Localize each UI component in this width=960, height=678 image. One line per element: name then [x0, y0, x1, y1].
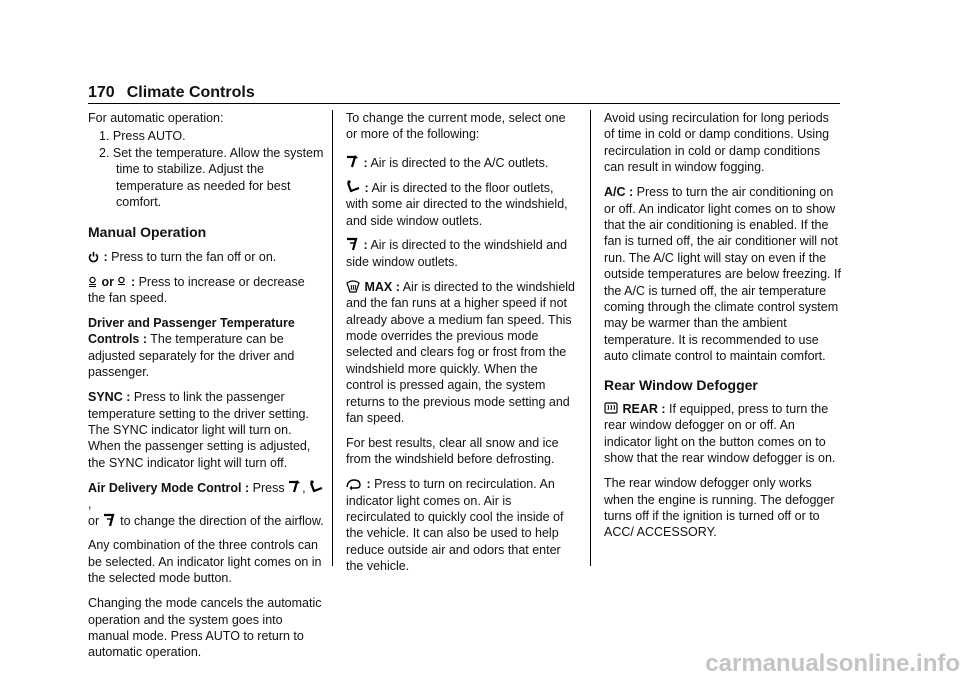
rear-defogger-works-paragraph: The rear window defogger only works when the engine is running. The defogger turns off if the ignition is turned off or to ACC/ ACCESSORY. — [604, 476, 835, 540]
fan-speed-paragraph: or : Press to increase or decrease the fan speed. — [88, 274, 305, 306]
sync-paragraph: SYNC : Press to link the passenger temperature setting to the driver setting. The SYNC indicator light will turn on. When the passenger setting is adjusted, the SYNC indicator light will turn off. — [88, 390, 311, 470]
power-icon — [88, 251, 99, 263]
rear-defogger-paragraph: REAR : If equipped, press to turn the rear window defogger on or off. An indicator light on the button comes on to show that the rear window defogger is on. — [604, 402, 836, 466]
mode-intro: To change the current mode, select one or more of the following: — [346, 111, 566, 142]
temperature-paragraph: Driver and Passenger Temperature Controls : The temperature can be adjusted separately for the driver and passenger. — [88, 316, 295, 380]
defrost-floor-mode-icon — [346, 237, 359, 251]
rear-window-defogger-heading: Rear Window Defogger — [604, 376, 758, 393]
combination-paragraph: Any combination of the three controls can be selected. An indicator light comes on in the selected mode button. — [88, 538, 322, 586]
floor-mode-icon — [309, 480, 323, 494]
floor-mode-icon — [346, 180, 360, 194]
mode-change-paragraph: Changing the mode cancels the automatic operation and the system goes into manual mode. Press AUTO to return to automatic operation. — [88, 596, 322, 660]
step-1: 1. Press AUTO. — [99, 129, 186, 144]
max-defrost-paragraph: MAX : Air is directed to the windshield and the fan runs at a higher speed if not already above a medium fan speed. This mode overrides the previous mode selected and clears fog or frost from the windshield more quickly. When the control is pressed again, the system returns to the previous mode setting and fan speed. — [346, 279, 576, 425]
auto-steps — [88, 128, 324, 210]
column-1 — [88, 110, 324, 669]
column-divider-2 — [590, 110, 591, 566]
vent-mode-icon — [288, 480, 301, 494]
fan-decrease-icon — [117, 276, 126, 288]
defrost-floor-mode-icon — [103, 513, 116, 527]
column-3 — [604, 110, 842, 549]
manual-operation-heading: Manual Operation — [88, 224, 207, 241]
step-2: 2. Set the temperature. Allow the system time to stabilize. Adjust the temperature as needed for best comfort. — [99, 145, 324, 210]
page-header — [88, 84, 255, 102]
fan-increase-icon — [88, 276, 97, 288]
air-delivery-paragraph: Air Delivery Mode Control : Press , , or to change the direction of the airflow. — [88, 480, 324, 528]
watermark: carmanualsonline.info — [705, 650, 960, 677]
page-number: 170 — [88, 84, 115, 101]
defrost-floor-paragraph: : Air is directed to the windshield and side window outlets. — [346, 238, 568, 269]
auto-intro: For automatic operation: — [88, 111, 224, 125]
vent-paragraph: : Air is directed to the A/C outlets. — [346, 155, 578, 171]
section-title: Climate Controls — [126, 84, 255, 101]
header-rule — [88, 103, 840, 104]
power-paragraph: : Press to turn the fan off or on. — [88, 249, 324, 265]
best-results-paragraph: For best results, clear all snow and ice from the windshield before defrosting. — [346, 435, 559, 467]
ac-paragraph: A/C : Press to turn the air conditioning on or off. An indicator light comes on to show that the air conditioning is enabled. If the fan is turned off, the air conditioner will not run. The A/C light will stay on even if the outside temperatures are below freezing. If the A/C is turned off, the air temperature coming through the climate control system may be warmer than the ambient temperature. It is recommended to use auto climate control to maintain comfort. — [604, 185, 841, 364]
vent-mode-icon — [346, 155, 359, 169]
recirculation-paragraph: : Press to turn on recirculation. An indicator light comes on. Air is recirculated to quickly cool the inside of the vehicle. It can also be used to help reduce outside air and odors that enter the vehicle. — [346, 477, 564, 574]
rear-defogger-icon — [604, 402, 618, 415]
floor-paragraph: : Air is directed to the floor outlets, with some air directed to the windshield, and side window outlets. — [346, 180, 568, 228]
recirculation-icon — [346, 478, 362, 490]
avoid-recirculation-paragraph: Avoid using recirculation for long periods of time in cold or damp conditions. Using recirculation in cold or damp conditions can result in window fogging. — [604, 111, 830, 175]
column-2 — [346, 110, 578, 583]
max-defrost-icon — [346, 280, 360, 293]
column-divider-1 — [332, 110, 333, 566]
